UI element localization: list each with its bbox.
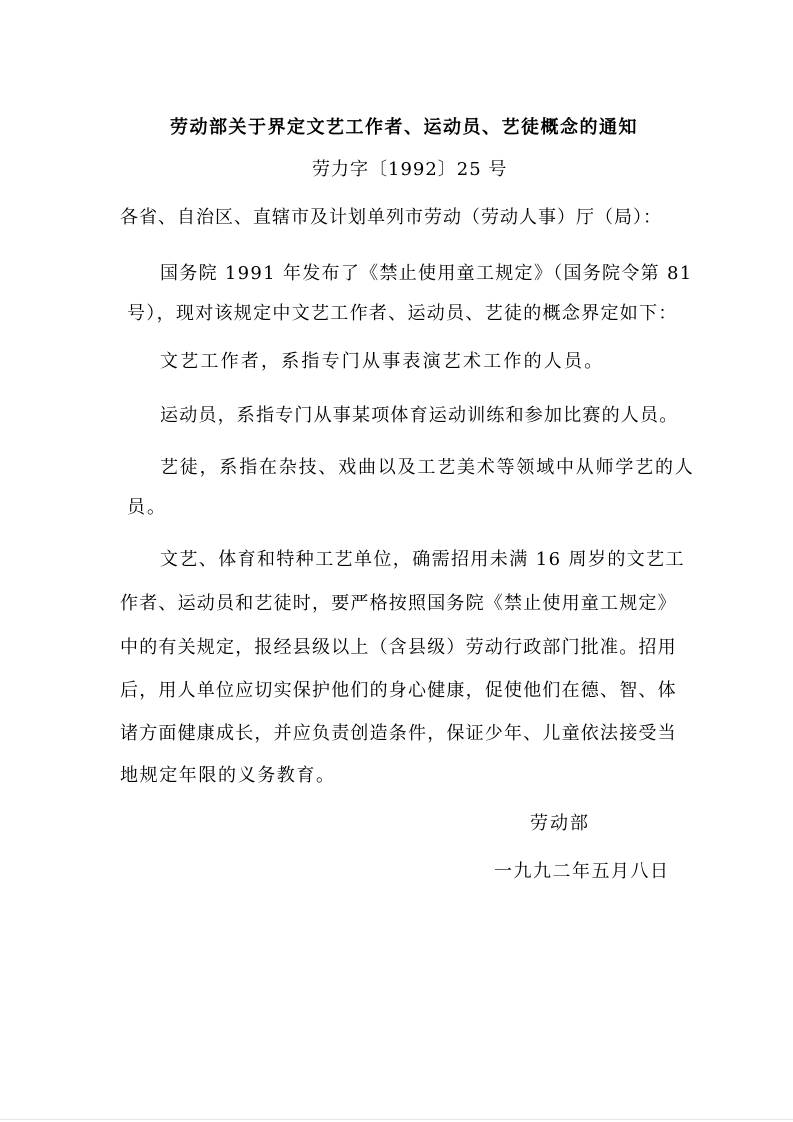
paragraph-2-line-1: 文艺工作者，系指专门从事表演艺术工作的人员。	[160, 351, 605, 372]
document-title: 劳动部关于界定文艺工作者、运动员、艺徒概念的通知	[170, 117, 638, 138]
paragraph-5-line-6: 地规定年限的义务教育。	[120, 765, 336, 786]
document-number: 劳力字〔1992〕25 号	[312, 159, 508, 180]
paragraph-4-line-2: 员。	[127, 497, 167, 518]
paragraph-3-line-1: 运动员，系指专门从事某项体育运动训练和参加比赛的人员。	[160, 405, 679, 426]
paragraph-1-line-2: 号），现对该规定中文艺工作者、运动员、艺徒的概念界定如下：	[127, 303, 678, 324]
paragraph-5-line-5: 诸方面健康成长，并应负责创造条件，保证少年、儿童依法接受当	[120, 723, 677, 744]
paragraph-5-line-2: 作者、运动员和艺徒时，要严格按照国务院《禁止使用童工规定》	[120, 593, 677, 614]
addressee: 各省、自治区、直辖市及计划单列市劳动（劳动人事）厅（局）：	[120, 207, 662, 228]
paragraph-5-line-4: 后，用人单位应切实保护他们的身心健康，促使他们在德、智、体	[120, 680, 677, 701]
page-bottom-edge	[0, 1119, 793, 1120]
paragraph-5-line-1: 文艺、体育和特种工艺单位，确需招用未满 16 周岁的文艺工	[160, 549, 685, 570]
signature: 劳动部	[530, 813, 590, 834]
document-date: 一九九二年五月八日	[494, 861, 670, 882]
paragraph-5-line-3: 中的有关规定，报经县级以上（含县级）劳动行政部门批准。招用	[120, 637, 677, 658]
paragraph-4-line-1: 艺徒，系指在杂技、戏曲以及工艺美术等领域中从师学艺的人	[160, 457, 695, 478]
paragraph-1-line-1: 国务院 1991 年发布了《禁止使用童工规定》（国务院令第 81	[160, 263, 693, 284]
